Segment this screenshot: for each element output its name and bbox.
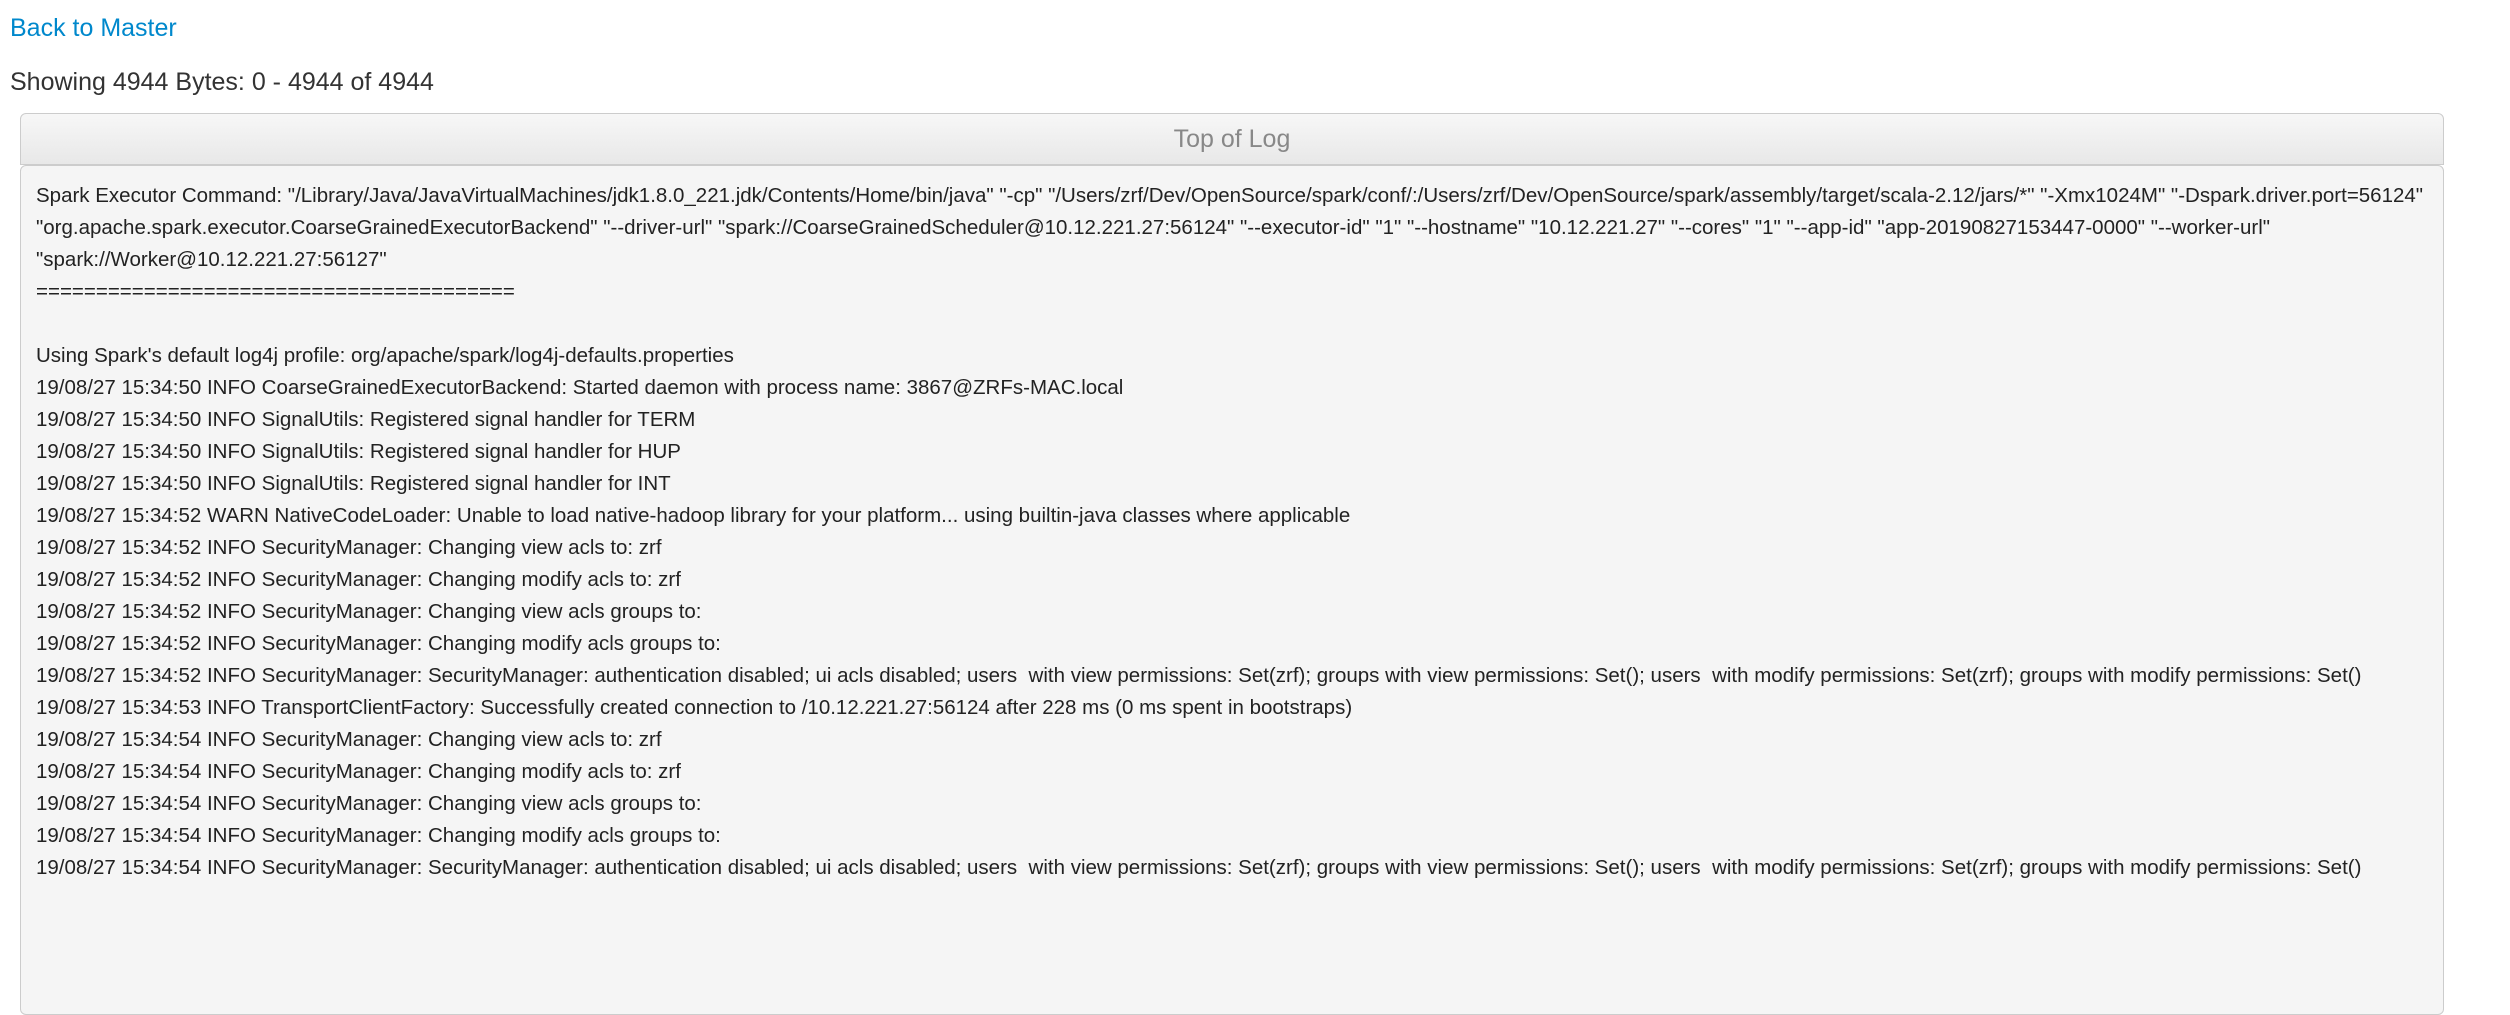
log-line: 19/08/27 15:34:52 INFO SecurityManager: Changing view acls groups to: [36,600,708,623]
log-content [20,165,2444,1015]
back-to-master-link[interactable]: Back to Master [10,14,177,42]
log-line: 19/08/27 15:34:52 INFO SecurityManager: Changing modify acls groups to: [36,632,727,655]
log-line: 19/08/27 15:34:52 INFO SecurityManager: Changing view acls to: zrf [36,536,662,559]
byte-range-status: Showing 4944 Bytes: 0 - 4944 of 4944 [10,68,434,96]
log-line: ======================================== [36,280,515,303]
log-line: 19/08/27 15:34:52 WARN NativeCodeLoader: Unable to load native-hadoop library for your platform... using builtin-java classes where applicable [36,504,1351,527]
log-line: 19/08/27 15:34:50 INFO SignalUtils: Registered signal handler for TERM [36,408,696,431]
log-line: 19/08/27 15:34:54 INFO SecurityManager: Changing modify acls groups to: [36,824,727,847]
log-line [36,308,2428,340]
log-line: Spark Executor Command: "/Library/Java/JavaVirtualMachines/jdk1.8.0_221.jdk/Contents/Home/bin/java" "-cp" "/Users/zrf/Dev/OpenSource/spark/conf/:/Users/zrf/Dev/OpenSource/spark/assembly/target/scala-2.12/jars/*" "-Xmx1024M" "-Dspark.driver.port=56124" "org.apache.spark.executor.CoarseGrainedExecutorBackend" "--driver-url" "spark://CoarseGrainedScheduler@10.12.221.27:56124" "--executor-id" "1" "--hostname" "10.12.221.27" "--cores" "1" "--app-id" "app-20190827153447-0000" "--worker-url" "spark://Worker@10.12.221.27:56127" [36,184,2429,271]
log-line: 19/08/27 15:34:50 INFO CoarseGrainedExecutorBackend: Started daemon with process name: 3867@ZRFs-MAC.local [36,376,1124,399]
log-line: 19/08/27 15:34:50 INFO SignalUtils: Registered signal handler for HUP [36,440,681,463]
log-line: 19/08/27 15:34:50 INFO SignalUtils: Registered signal handler for INT [36,472,671,495]
log-line: 19/08/27 15:34:52 INFO SecurityManager: SecurityManager: authentication disabled; ui acls disabled; users with view permissions: Set(zrf); groups with view permissions: Set(); users with modify permissions: Set(zrf); groups with modify permissions: Set() [36,664,2362,687]
top-of-log-button[interactable]: Top of Log [20,113,2444,165]
log-line: Using Spark's default log4j profile: org/apache/spark/log4j-defaults.properties [36,344,734,367]
log-line: 19/08/27 15:34:54 INFO SecurityManager: Changing modify acls to: zrf [36,760,681,783]
log-line: 19/08/27 15:34:54 INFO SecurityManager: Changing view acls groups to: [36,792,708,815]
log-line: 19/08/27 15:34:53 INFO TransportClientFactory: Successfully created connection to /10.12.221.27:56124 after 228 ms (0 ms spent in bootstraps) [36,696,1353,719]
log-line: 19/08/27 15:34:54 INFO SecurityManager: SecurityManager: authentication disabled; ui acls disabled; users with view permissions: Set(zrf); groups with view permissions: Set(); users with modify permissions: Set(zrf); groups with modify permissions: Set() [36,856,2362,879]
log-line: 19/08/27 15:34:54 INFO SecurityManager: Changing view acls to: zrf [36,728,662,751]
log-line: 19/08/27 15:34:52 INFO SecurityManager: Changing modify acls to: zrf [36,568,681,591]
